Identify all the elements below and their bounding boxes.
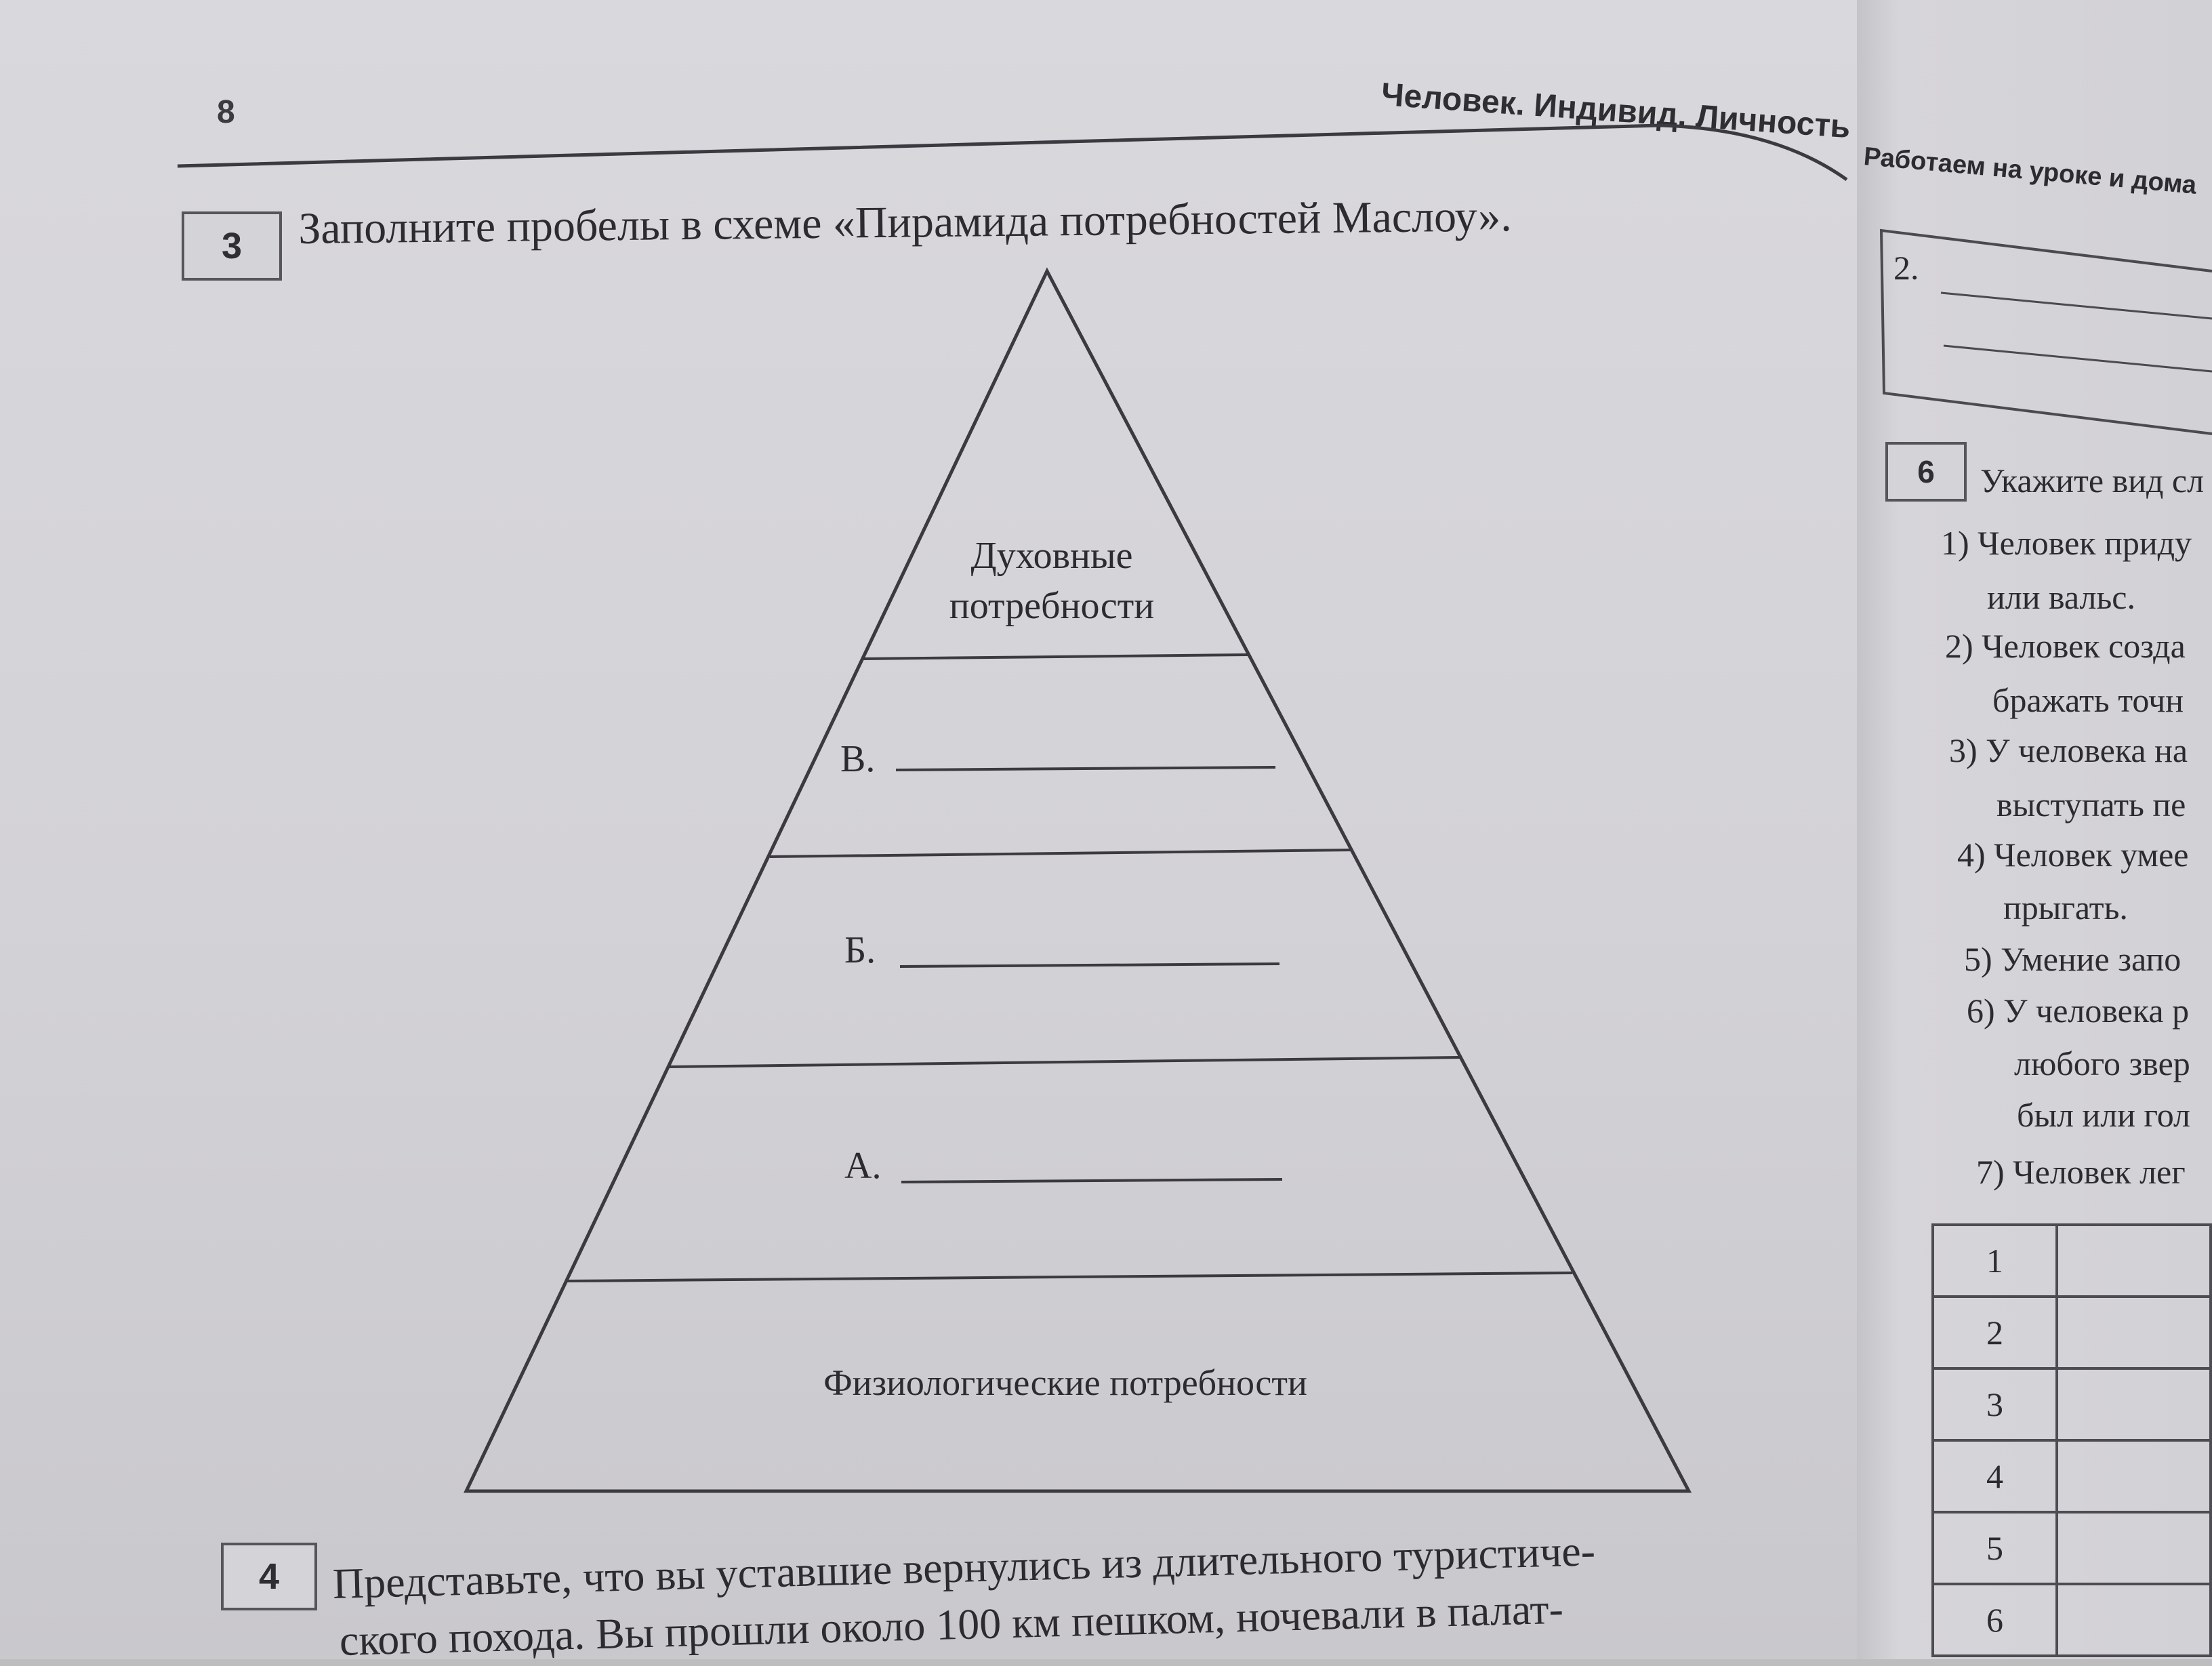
level-v-label: В. [840,738,876,780]
task6-prompt: Укажите вид сл [1980,462,2205,500]
table-cell-answer[interactable] [2057,1225,2211,1297]
table-cell-answer[interactable] [2057,1512,2211,1584]
table-row [1933,1512,2211,1584]
level-a-label: А. [844,1145,882,1187]
page-number: 8 [217,94,235,130]
table-row [1933,1297,2211,1368]
table-cell-number: 6 [1933,1584,2057,1656]
task6-item: выступать пе [1996,786,2186,824]
table-row [1933,1584,2211,1656]
task6-item: 7) Человек лег [1976,1153,2186,1191]
task6-item: или вальс. [1987,578,2135,616]
table-cell-number: 1 [1933,1225,2057,1297]
task6-item: любого звер [2014,1044,2190,1082]
table-cell-number: 4 [1933,1440,2057,1512]
table-cell-number: 3 [1933,1368,2057,1440]
table-cell-answer[interactable] [2057,1297,2211,1368]
task4-line2: ского похода. Вы прошли около 100 км пешком, ночевали в палат- [339,1584,1564,1665]
task-prompt: Заполните пробелы в схеме «Пирамида потребностей Маслоу». [298,191,1513,253]
task6-item: 6) У человека р [1967,992,2190,1030]
task6-number-box [1885,442,1967,502]
table-row [1933,1225,2211,1297]
running-title: Человек. Индивид. Личность [1380,76,1852,146]
table-row [1933,1368,2211,1440]
bottom-level-label: Физиологические потребности [823,1362,1307,1403]
task6-item: 1) Человек приду [1941,524,2192,562]
task6-item: 5) Умение запо [1964,940,2182,978]
task6-item: прыгать. [2003,889,2128,927]
task-number: 3 [221,226,243,266]
right-item-2: 2. [1893,249,1919,287]
top-level-line2: потребности [949,585,1155,627]
task6-item: был или гол [2017,1096,2191,1134]
table-cell-number: 2 [1933,1297,2057,1368]
task6-item: 3) У человека на [1949,731,2188,769]
task6-number: 6 [1917,454,1935,489]
task6-item: 2) Человек созда [1945,627,2186,665]
table-cell-number: 5 [1933,1512,2057,1584]
task6-item: бражать точн [1992,681,2184,719]
table-cell-answer[interactable] [2057,1440,2211,1512]
top-level-line1: Духовные [970,535,1133,577]
table-row [1933,1440,2211,1512]
level-b-label: Б. [844,929,876,971]
table-cell-answer[interactable] [2057,1368,2211,1440]
task4-line1: Представьте, что вы уставшие вернулись из длительного туристиче- [332,1526,1596,1608]
answer-table [1931,1223,2212,1657]
task6-item: 4) Человек умее [1957,836,2189,874]
task4-number: 4 [258,1556,280,1597]
table-cell-answer[interactable] [2057,1584,2211,1656]
right-running-title: Работаем на уроке и дома [1862,142,2198,200]
